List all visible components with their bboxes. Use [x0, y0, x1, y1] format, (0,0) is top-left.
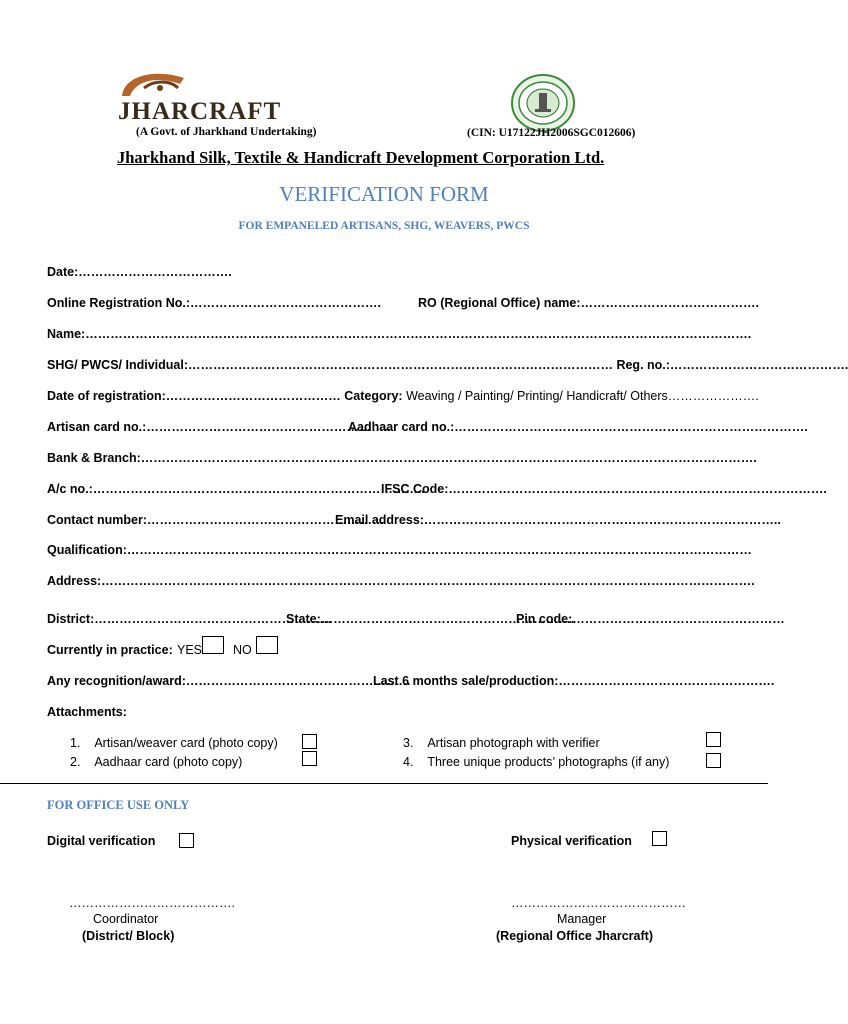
coordinator-signature-line[interactable]: ………………………………….: [69, 896, 235, 910]
manager-title: Manager: [557, 912, 607, 926]
no-label: NO: [233, 643, 252, 657]
attachment-item-3: [403, 736, 600, 750]
bank-branch-field[interactable]: Bank & Branch:………………………………………………………………………………………………………………………………….: [47, 451, 757, 465]
manager-signature-line[interactable]: ……………………………………: [511, 896, 686, 910]
district-field[interactable]: District:…………………………………………………: [47, 612, 332, 626]
ifsc-code-field[interactable]: IFSC Code:……………………………………………………………………………….: [381, 482, 827, 496]
attachment-label: Aadhaar card (photo copy): [94, 755, 243, 769]
attachment-3-checkbox[interactable]: [706, 732, 721, 747]
attachments-label: Attachments:: [47, 705, 127, 719]
category-label: Category:: [344, 389, 403, 403]
attachment-number: 4.: [403, 755, 414, 769]
attachment-number: 3.: [403, 736, 414, 750]
logo-subtitle: (A Govt. of Jharkhand Undertaking): [136, 126, 317, 138]
last-6-months-sale-field[interactable]: Last 6 months sale/production:…………………………………………….: [373, 674, 775, 688]
coordinator-subtitle: (District/ Block): [82, 929, 175, 943]
attachment-item-2: [70, 755, 242, 769]
aadhaar-card-field[interactable]: Aadhaar card no.:………………………………………………………………………….: [348, 420, 808, 434]
manager-subtitle: (Regional Office Jharcraft): [496, 929, 653, 943]
form-subtitle: FOR EMPANELED ARTISANS, SHG, WEAVERS, PWCS: [238, 220, 530, 232]
regional-office-field[interactable]: RO (Regional Office) name:…………………………………….: [418, 296, 759, 310]
logo-wordmark: JHARCRAFT: [118, 98, 282, 125]
jharkhand-seal-icon: [510, 73, 576, 133]
date-field[interactable]: Date:……………………………….: [47, 265, 232, 279]
yes-label: YES: [177, 643, 203, 657]
pin-code-field[interactable]: Pin code:……………………………………………: [516, 612, 785, 626]
physical-verification-label: Physical verification: [511, 834, 632, 848]
section-divider: [0, 783, 768, 784]
cin-number: (CIN: U17122JH2006SGC012606): [467, 127, 636, 139]
attachment-2-checkbox[interactable]: [302, 751, 317, 766]
account-number-field[interactable]: A/c no.:……………………………………………………………………..: [47, 482, 425, 496]
office-use-heading: FOR OFFICE USE ONLY: [47, 798, 190, 812]
recognition-award-field[interactable]: Any recognition/award:………………………………………………: [47, 674, 411, 688]
state-field[interactable]: State:…………………………………………………….: [286, 612, 575, 626]
address-field[interactable]: Address:………………………………………………………………………………………………………………………………………….: [47, 574, 755, 588]
artisan-card-field[interactable]: Artisan card no.:…………………………………………………..: [47, 420, 391, 434]
attachment-1-checkbox[interactable]: [302, 734, 317, 749]
attachment-label: Three unique products’ photographs (if any): [427, 755, 670, 769]
attachment-label: Artisan/weaver card (photo copy): [94, 736, 278, 750]
digital-verification-label: Digital verification: [47, 834, 156, 848]
qualification-field[interactable]: Qualification:……………………………………………………………………………………………………………………………………: [47, 543, 752, 557]
contact-number-field[interactable]: Contact number:…………………………………………………: [47, 513, 385, 527]
form-title: VERIFICATION FORM: [279, 182, 489, 206]
attachment-item-1: [70, 736, 278, 750]
online-registration-field[interactable]: Online Registration No.:……………………………………….: [47, 296, 382, 310]
no-checkbox[interactable]: [256, 636, 278, 654]
currently-in-practice-label: Currently in practice:: [47, 643, 173, 657]
physical-verification-checkbox[interactable]: [652, 831, 667, 846]
attachment-number: 1.: [70, 736, 81, 750]
attachment-4-checkbox[interactable]: [706, 753, 721, 768]
digital-verification-checkbox[interactable]: [179, 833, 194, 848]
attachment-label: Artisan photograph with verifier: [427, 736, 600, 750]
date-of-registration-field[interactable]: Date of registration:……………………………………: [47, 389, 341, 403]
category-options[interactable]: Weaving / Painting/ Printing/ Handicraft/ Others………………….: [402, 389, 759, 403]
shg-reg-field[interactable]: SHG/ PWCS/ Individual:………………………………………………………………………………………… Reg. no.:…………………………………….: [47, 358, 848, 372]
yes-checkbox[interactable]: [202, 636, 224, 654]
email-address-field[interactable]: Email address:…………………………………………………………………………..: [335, 513, 781, 527]
attachment-number: 2.: [70, 755, 81, 769]
coordinator-title: Coordinator: [93, 912, 159, 926]
attachment-item-4: [403, 755, 669, 769]
name-field[interactable]: Name:…………………………………………………………………………………………………………………………………………….: [47, 327, 752, 341]
org-name: Jharkhand Silk, Textile & Handicraft Development Corporation Ltd.: [117, 148, 605, 167]
